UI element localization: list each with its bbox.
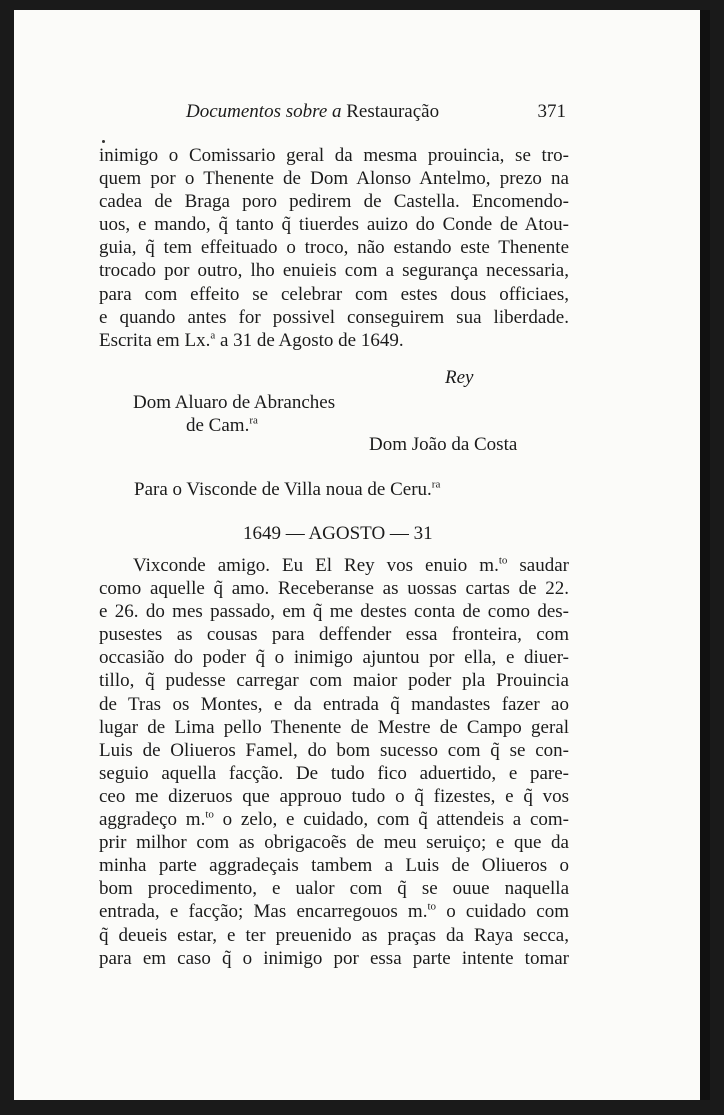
text-line: bom procedimento, e ualor com q̃ se ouue naquella [99,878,569,900]
text-line: Vixconde amigo. Eu El Rey vos enuio m.$^{to}$ saudar [133,554,569,576]
text-line: lugar de Lima pello Thenente de Mestre de Campo geral [99,716,569,738]
text-line: entrada, e facção; Mas encarregouos m.$^{to}$ o cuidado com [99,901,569,923]
text-line: aggradeço m.$^{to}$ o zelo, e cuidado, com q̃ attendeis a com- [99,808,570,831]
text-line: Luis de Oliueros Famel, do bom sucesso com q̃ se con- [99,739,569,761]
ink-speck [102,140,105,143]
book-page [14,10,710,1100]
text-line: occasião do poder q̃ o inimigo ajuntou por ella, e diuer- [99,647,569,669]
text-line: inimigo o Comissario geral da mesma prouincia, se tro- [99,145,569,166]
letter-paragraph-2 [99,554,569,970]
text-line: para com effeito se celebrar com estes dous officiaes, [99,283,569,305]
signature-aluaro-line2: de Cam.$^{ra}$ [186,414,258,436]
text-line: quem por o Thenente de Dom Alonso Antelmo, prezo na [99,168,569,190]
letter-recipient: Para o Visconde de Villa noua de Ceru.$^{ra}$ [134,478,441,500]
page-number: 371 [537,101,566,122]
text-line: uos, e mando, q̃ tanto q̃ tiuerdes auizo do Conde de Atou- [99,214,569,236]
text-line: guia, q̃ tem effeituado o troco, não estando este Thenente [99,237,569,259]
date-heading: 1649 — AGOSTO — 31 [243,523,433,544]
text-line: para em caso q̃ o inimigo por essa parte intente tomar [99,947,569,969]
text-line: e 26. do mes passado, em q̃ me destes conta de como des- [99,601,569,623]
text-line: e quando antes for possivel conseguirem sua liberdade. [99,306,569,328]
running-header [186,98,566,126]
text-line: pusestes as cousas para deffender essa fronteira, com [99,624,569,646]
signature-king: Rey [445,367,474,388]
text-line: tillo, q̃ pudesse carregar com maior poder pla Prouincia [99,670,569,692]
text-line: q̃ deueis estar, e ter preuenido as praças da Raya secca, [99,924,569,946]
signature-aluaro-line1: Dom Aluaro de Abranches [133,392,336,413]
text-line: de Tras os Montes, e da entrada q̃ mandastes fazer ao [99,693,569,715]
letter-paragraph-1 [99,144,569,352]
signature-joao: Dom João da Costa [369,434,518,455]
closing-line: Escrita em Lx.$^a$ a 31 de Agosto de 1649. [99,329,404,351]
text-line: cadea de Braga poro pedirem de Castella. Encomendo- [99,191,569,213]
text-line: ceo me dizeruos que approuo tudo o q̃ fizestes, e q̃ vos [99,785,569,807]
text-line: prir milhor com as obrigacoẽs de meu seruiço; e que da [99,832,569,854]
text-line: minha parte aggradeçais tambem a Luis de Oliueros o [99,855,569,877]
text-line: como aquelle q̃ amo. Receberanse as uossas cartas de 22. [99,578,569,600]
running-title: Documentos sobre a Restauração [186,101,440,122]
text-line: trocado por outro, lho enuieis com a segurança necessaria, [99,260,569,282]
text-line: seguio aquella facção. De tudo fico aduertido, e pare- [99,762,569,784]
